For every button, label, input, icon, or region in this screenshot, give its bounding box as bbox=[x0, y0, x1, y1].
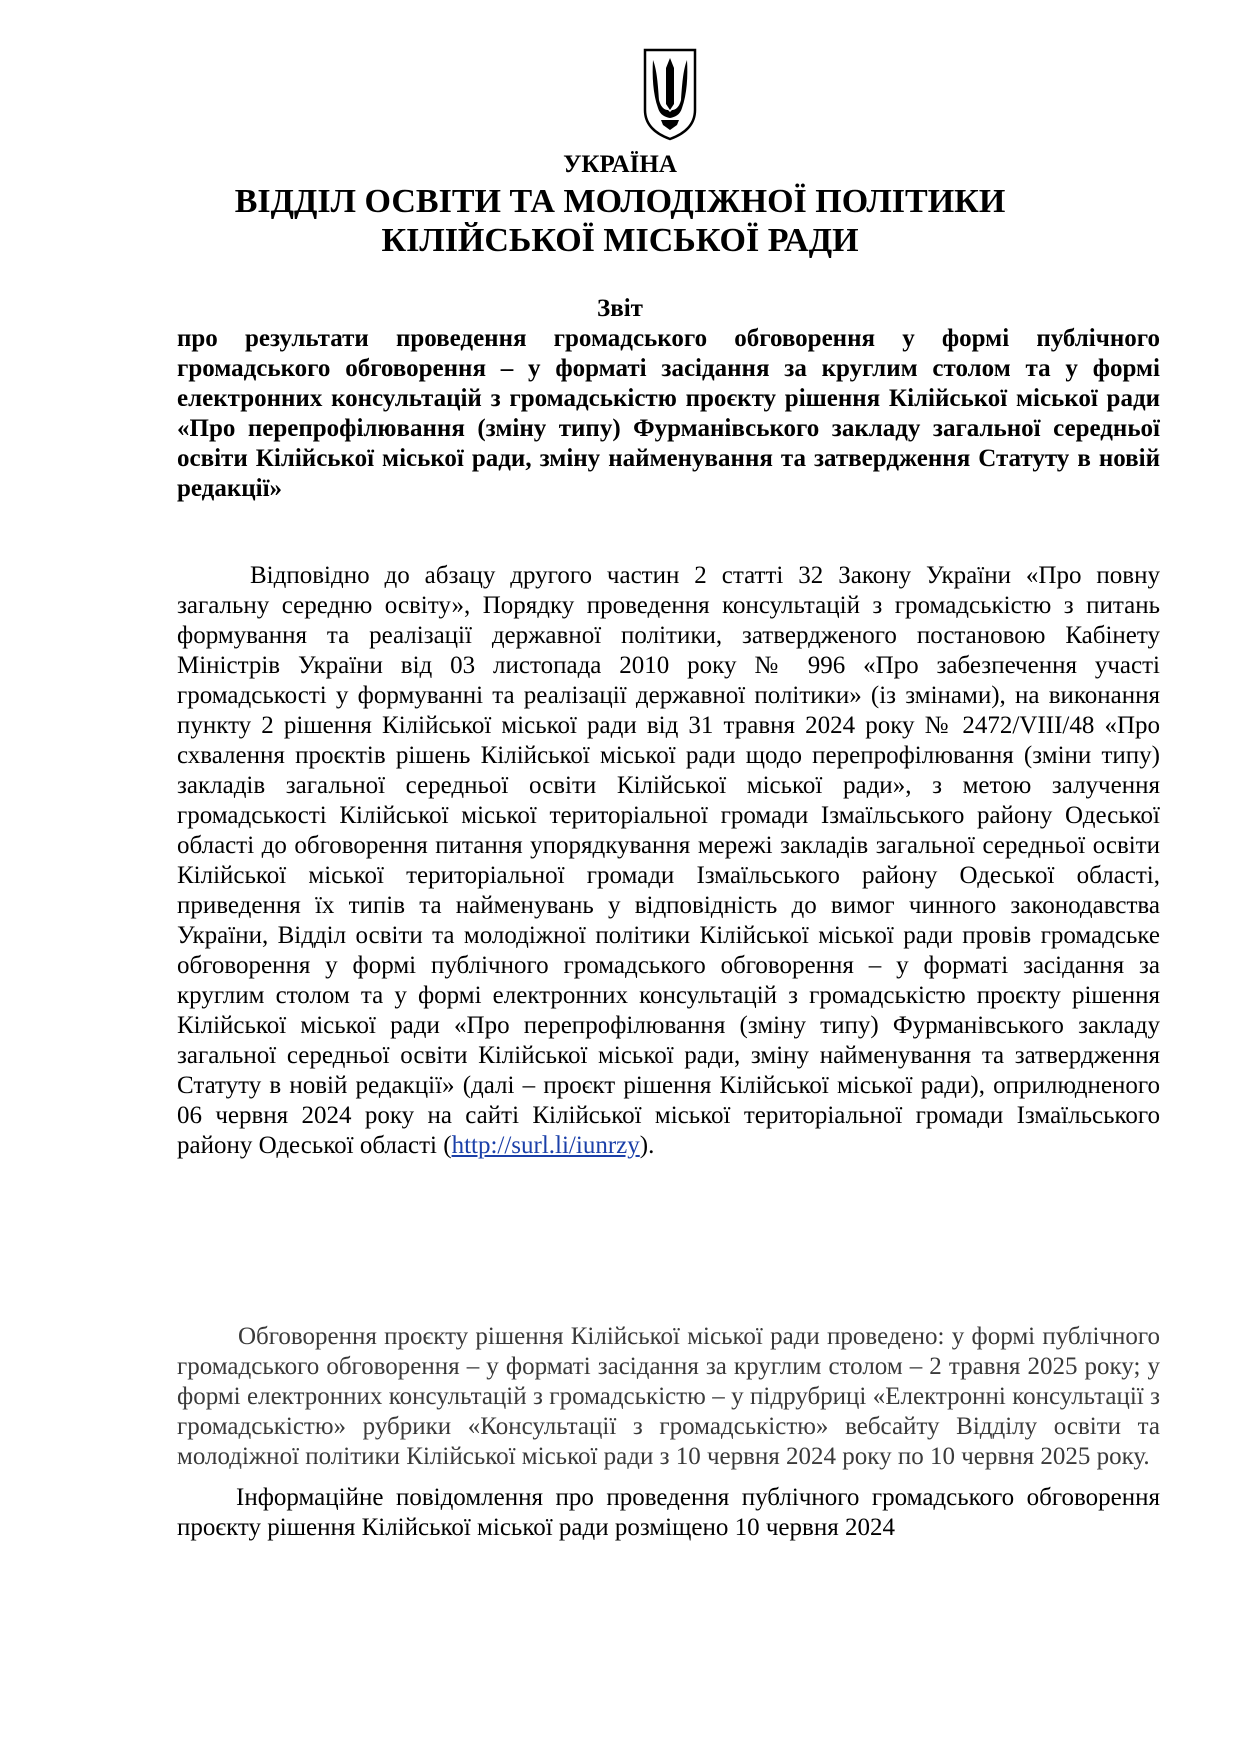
coat-of-arms-emblem bbox=[641, 46, 699, 142]
department-heading-line2: КІЛІЙСЬКОЇ МІСЬКОЇ РАДИ bbox=[381, 222, 859, 259]
paragraph-legal-basis-text: Відповідно до абзацу другого частин 2 статті 32 Закону України «Про повну загальну середню освіту», Порядку проведення консультацій з громадськістю з питань формування та реалізації державної політики, затвердженого постановою Кабінету Міністрів України від 03 листопада 2010 року № 996 «Про забезпечення участі громадськості у формуванні та реалізації державної політики» (із змінами), на виконання пункту 2 рішення Кілійської міської ради від 31 травня 2024 року № 2472/VIII/48 «Про схвалення проєктів рішень Кілійської міської ради щодо перепрофілювання (зміни типу) закладів загальної середньої освіти Кілійської міської ради», з метою залучення громадськості Кілійської міської територіальної громади Ізмаїльського району Одеської області до обговорення питання упорядкування мережі закладів загальної середньої освіти Кілійської міської територіальної громади Ізмаїльського району Одеської області, приведення їх типів та найменувань у відповідність до вимог чинного законодавства України, Відділ освіти та молодіжної політики Кілійської міської ради провів громадське обговорення у формі публічного громадського обговорення – у форматі засідання за круглим столом та у формі електронних консультацій з громадськістю проєкту рішення Кілійської міської ради «Про перепрофілювання (зміну типу) Фурманівського закладу загальної середньої освіти Кілійської міської ради, зміну найменування та затвердження Статуту в новій редакції» (далі – проєкт рішення Кілійської міської ради), оприлюдненого 06 червня 2024 року на сайті Кілійської міської територіальної громади Ізмаїльського району Одеської області ( bbox=[177, 562, 1160, 1159]
paragraph-legal-basis-end: ). bbox=[639, 1132, 655, 1159]
report-title: Звіт bbox=[597, 295, 643, 322]
publication-link[interactable]: http://surl.li/iunrzy bbox=[451, 1132, 640, 1159]
paragraph-info-notice: Інформаційне повідомлення про проведення публічного громадського обговорення проєкту рішення Кілійської міської ради розміщено 10 червня 2024 bbox=[177, 1484, 1160, 1541]
paragraph-discussion-dates: Обговорення проєкту рішення Кілійської міської ради проведено: у формі публічного громадського обговорення – у форматі засідання за круглим столом – 2 травня 2025 року; у формі електронних консультацій з громадськістю – у підрубриці «Електронні консультації з громадськістю» рубрики «Консультації з громадськістю» вебсайту Відділу освіти та молодіжної політики Кілійської міської ради з 10 червня 2024 року по 10 червня 2025 року. bbox=[177, 1323, 1160, 1470]
department-heading-line1: ВІДДІЛ ОСВІТИ ТА МОЛОДІЖНОЇ ПОЛІТИКИ bbox=[234, 183, 1006, 220]
trident-icon bbox=[641, 46, 699, 142]
country-heading: УКРАЇНА bbox=[563, 151, 677, 178]
paragraph-legal-basis bbox=[177, 561, 1160, 1161]
report-subject: про результати проведення громадського обговорення у формі публічного громадського обговорення – у форматі засідання за круглим столом та у формі електронних консультацій з громадськістю проєкту рішення Кілійської міської ради «Про перепрофілювання (зміну типу) Фурманівського закладу загальної середньої освіти Кілійської міської ради, зміну найменування та затвердження Статуту в новій редакції» bbox=[177, 325, 1160, 502]
